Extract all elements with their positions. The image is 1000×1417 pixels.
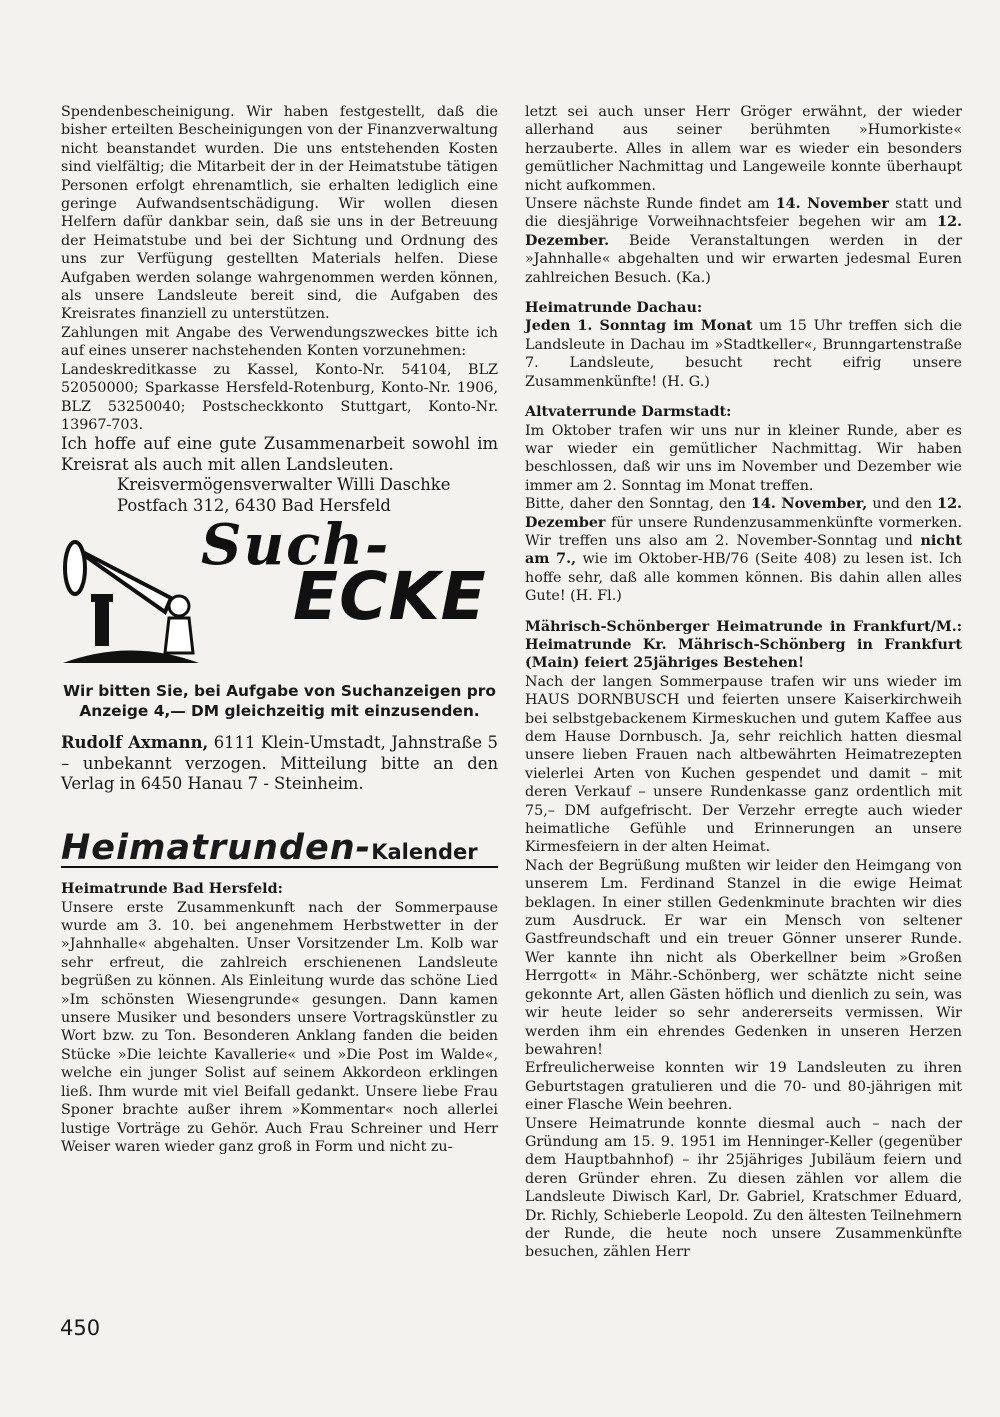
bank-accounts: Landeskreditkasse zu Kassel, Konto-Nr. 54104, BLZ 52050000; Sparkasse Hersfeld-Rotenburg, Konto-Nr. 1906, BLZ 53250040; Postscheckkonto Stuttgart, Konto-Nr. 13967-703. [61,361,498,433]
such-notice: Wir bitten Sie, bei Aufgabe von Suchanzeigen pro Anzeige 4,— DM gleichzeitig mit einzusenden. [63,682,496,721]
darmstadt-heading: Altvaterrunde Darmstadt: [525,404,732,421]
donation-paragraph: Spendenbescheinigung. Wir haben festgestellt, daß die bisher erteilten Bescheinigungen von der Finanzverwaltung nicht beanstandet wurden. Die uns entstehenden Kosten sind vielfältig; die Mitarbeit der in der Heimatstube tätigen Personen erfolgt ehrenamtlich, sie erhalten lediglich eine geringe Aufwandsentschädigung. Wir wollen diesen Helfern dafür dankbar sein, daß sie uns in der Betreuung der Heimatstube und bei der Sichtung und Ordnung des uns zur Verfügung gestellten Materials helfen. Diese Aufgaben werden solange wahrgenommen werden können, als unsere Landsleute bereit sind, die Aufgaben des Kreisrates finanziell zu unterstützen. [61,104,498,323]
ecke-title: ECKE [293,558,487,636]
next-date-2: 12. Dezember. [525,214,962,249]
payment-paragraph: Zahlungen mit Angabe des Verwendungszweckes bitte ich auf eines unserer nachstehenden Konten vorzunehmen: [61,324,498,360]
search-name: Rudolf Axmann, [61,733,209,753]
such-title: Such- [201,512,391,579]
darmstadt-2d: 12. Dezember [525,496,962,531]
kalender-main: Heimatrunden- [61,827,372,868]
kalender-sub: Kalender [371,839,478,864]
darmstadt-2g: wie im Oktober-HB/76 (Seite 408) zu lesen ist. Ich hoffe sehr, daß alle kommen können. Bis dahin allen alles Gute! (H. Fl.) [525,551,962,605]
darmstadt-2e: für unsere Rundenzusammenkünfte vormerken. Wir treffen uns also am 2. November-Sonntag und [525,514,962,549]
darmstadt-text-2 [525,495,962,605]
darmstadt-2f: nicht am 7., [525,532,962,568]
page-number: 450 [60,1316,101,1340]
search-text: 6111 Klein-Umstadt, Jahnstraße 5 – unbekannt verzogen. Mitteilung bitte an den Verlag in 6450 Hanau 7 - Steinheim. [61,733,498,794]
left-column [61,103,498,1156]
search-entry [61,733,498,795]
dachau-bold: Jeden 1. Sonntag im Monat [525,318,753,335]
telescope-man-icon [61,528,201,668]
frankfurt-text-1: Nach der langen Sommerpause trafen wir uns wieder im HAUS DORNBUSCH und feierten unsere Kaiserkirchweih bei selbstgebackenem Kirmeskuchen und gutem Kaffee aus dem Hause Dornbusch. Ja, sehr reichlich hatten diesmal unsere lieben Frauen nach altbewährten Heimatrezepten vielerlei Arten von Kuchen gespendet und damit – mit deren Verkauf – unsere Rundenkasse ganz ordentlich mit 75,– DM aufgefrischt. Der Verzehr erregte auch wieder heimatliche Gefühle und Erinnerungen an unsere Kirmesfeiern in der alten Heimat. [525,673,962,856]
darmstadt-text: Im Oktober trafen wir uns nur in kleiner Runde, aber es war wieder ein gemütlicher Nachmittag. Wir haben beschlossen, daß wir uns im November und Dezember wie immer am 2. Sonntag im Monat treffen. [525,422,962,494]
signature-address: Postfach 312, 6430 Bad Hersfeld [117,495,391,515]
such-ecke-logo [61,512,498,673]
darmstadt-2b: 14. November, [751,496,868,513]
kalender-heading [61,827,498,868]
darmstadt-2c: und den [867,496,938,513]
signature-name: Kreisvermögensverwalter Willi Daschke [117,475,451,495]
next-text-2: statt und die diesjährige Vorweihnachtsfeier begehen wir am [525,196,962,231]
next-text-1: Unsere nächste Runde findet am [525,196,776,213]
dachau-heading: Heimatrunde Dachau: [525,300,703,317]
dachau-body: um 15 Uhr treffen sich die Landsleute in Dachau im »Stadtkeller«, Brunngartenstraße 7. Landsleute, besucht recht eifrig unsere Zusammenkünfte! (H. G.) [525,318,962,390]
frankfurt-text-3: Erfreulicherweise konnten wir 19 Landsleuten zu ihren Geburtstagen gratulieren und die 70- und 80-jährigen mit einer Flasche Wein beehren. [525,1060,962,1114]
bad-hersfeld-text: Unsere erste Zusammenkunft nach der Sommerpause wurde am 3. 10. bei angenehmem Herbstwetter in der »Jahnhalle« abgehalten. Unser Vorsitzender Lm. Kolb war sehr erfreut, die zahlreich erschienenen Landsleute begrüßen zu können. Als Einleitung wurde das schöne Lied »Im schönsten Wiesengrunde« gesungen. Dann kamen unsere Musiker und besonders unsere Vortragskünstler zu Wort bzw. zu Ton. Besonderen Anklang fanden die beiden Stücke »Die leichte Kavallerie« und »Die Post im Walde«, welche ein junger Solist auf seinem Akkordeon erklingen ließ. Ihm wurde mit viel Beifall gedankt. Unsere liebe Frau Sponer brachte außer ihrem »Kommentar« noch allerlei lustige Vorträge zu Gehör. Auch Frau Schreiner und Herr Weiser waren wieder ganz groß in Form und nicht zu- [61,899,498,1155]
next-text-3: Beide Veranstaltungen werden in der »Jahnhalle« abgehalten und wir erwarten jedesmal Euren zahlreichen Besuch. (Ka.) [525,232,962,286]
closing-text: Ich hoffe auf eine gute Zusammenarbeit sowohl im Kreisrat als auch mit allen Landsleuten. [61,434,498,474]
next-meeting [525,195,962,287]
right-column [525,103,962,1262]
frankfurt-text-4: Unsere Heimatrunde konnte diesmal auch – nach der Gründung am 15. 9. 1951 im Henninger-Keller (gegenüber dem Hauptbahnhof) – ihr 25jähriges Jubiläum feiern und deren Gründer ehren. Zu diesen zählen vor allem die Landsleute Diwisch Karl, Dr. Gabriel, Kratschmer Eduard, Dr. Richly, Schieberle Leopold. Zu den ältesten Teilnehmern der Runde, die heute noch unsere Zusammenkünfte besuchen, zählen Herr [525,1115,962,1261]
frankfurt-heading: Mährisch-Schönberger Heimatrunde in Frankfurt/M.: Heimatrunde Kr. Mährisch-Schönberg in Frankfurt (Main) feiert 25jähriges Bestehen! [525,618,962,672]
dachau-text [525,317,962,391]
continuation-text: letzt sei auch unser Herr Gröger erwähnt, der wieder allerhand aus seiner berühmten »Humorkiste« herzauberte. Alles in allem war es wieder ein besonders gemütlicher Nachmittag und Langeweile konnte überhaupt nicht aufkommen. [525,104,962,194]
frankfurt-text-2: Nach der Begrüßung mußten wir leider den Heimgang von unserem Lm. Ferdinand Stanzel in die ewige Heimat beklagen. In einer stillen Gedenkminute brachten wir dies zum Ausdruck. Er war ein Mensch von seltener Gastfreundschaft und ein treuer Gönner unserer Runde. Wer kannte ihn nicht als Oberkellner beim »Großen Herrgott« in Mähr.-Schönberg, wer schätzte nicht seine gekonnte Art, allen Gästen höflich und dienlich zu sein, was wir heute leider so sehr andererseits vermissen. Wir werden ihm ein ehrendes Gedenken in unseren Herzen bewahren! [525,857,962,1058]
darmstadt-2a: Bitte, daher den Sonntag, den [525,496,752,513]
next-date-1: 14. November [775,196,889,213]
bad-hersfeld-heading: Heimatrunde Bad Hersfeld: [61,881,283,898]
